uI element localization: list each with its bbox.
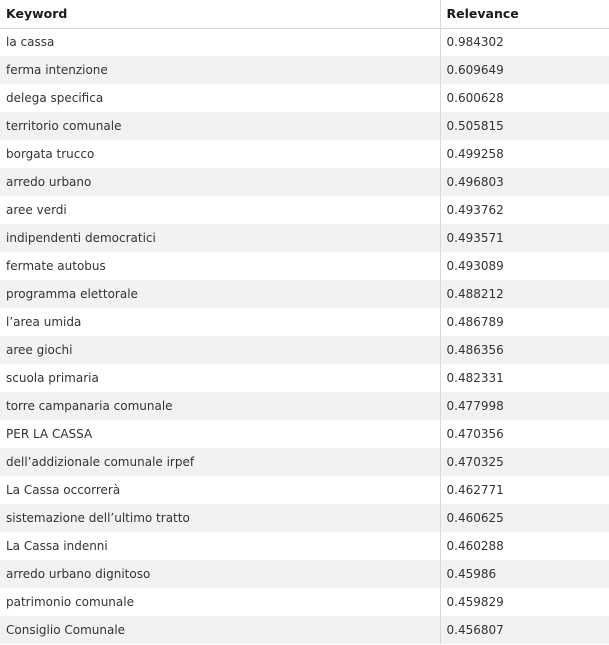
table-row bbox=[0, 504, 609, 532]
column-header-relevance[interactable]: Relevance bbox=[440, 0, 609, 28]
table-row bbox=[0, 560, 609, 588]
keyword-cell: La Cassa indenni bbox=[0, 532, 440, 560]
keyword-cell: PER LA CASSA bbox=[0, 420, 440, 448]
table-header bbox=[0, 0, 609, 28]
keyword-cell: borgata trucco bbox=[0, 140, 440, 168]
keyword-cell: Consiglio Comunale bbox=[0, 616, 440, 644]
relevance-cell: 0.609649 bbox=[440, 56, 609, 84]
relevance-cell: 0.477998 bbox=[440, 392, 609, 420]
table-row bbox=[0, 28, 609, 56]
table-row bbox=[0, 588, 609, 616]
keyword-cell: La Cassa occorrerà bbox=[0, 476, 440, 504]
keyword-cell: scuola primaria bbox=[0, 364, 440, 392]
table-row bbox=[0, 420, 609, 448]
relevance-cell: 0.460625 bbox=[440, 504, 609, 532]
relevance-cell: 0.462771 bbox=[440, 476, 609, 504]
table-row bbox=[0, 308, 609, 336]
relevance-cell: 0.600628 bbox=[440, 84, 609, 112]
relevance-cell: 0.45986 bbox=[440, 560, 609, 588]
relevance-cell: 0.470356 bbox=[440, 420, 609, 448]
relevance-cell: 0.486356 bbox=[440, 336, 609, 364]
relevance-cell: 0.486789 bbox=[440, 308, 609, 336]
table-row bbox=[0, 56, 609, 84]
relevance-cell: 0.488212 bbox=[440, 280, 609, 308]
table-row bbox=[0, 252, 609, 280]
keyword-cell: patrimonio comunale bbox=[0, 588, 440, 616]
table-row bbox=[0, 196, 609, 224]
table-row bbox=[0, 532, 609, 560]
relevance-cell: 0.984302 bbox=[440, 28, 609, 56]
keyword-cell: arredo urbano bbox=[0, 168, 440, 196]
column-header-keyword[interactable]: Keyword bbox=[0, 0, 440, 28]
relevance-cell: 0.470325 bbox=[440, 448, 609, 476]
table-row bbox=[0, 140, 609, 168]
relevance-cell: 0.456807 bbox=[440, 616, 609, 644]
table-row bbox=[0, 168, 609, 196]
table-row bbox=[0, 280, 609, 308]
table-row bbox=[0, 392, 609, 420]
table-row bbox=[0, 112, 609, 140]
relevance-cell: 0.496803 bbox=[440, 168, 609, 196]
table-row bbox=[0, 84, 609, 112]
relevance-cell: 0.460288 bbox=[440, 532, 609, 560]
relevance-cell: 0.493762 bbox=[440, 196, 609, 224]
keyword-cell: aree giochi bbox=[0, 336, 440, 364]
keyword-cell: arredo urbano dignitoso bbox=[0, 560, 440, 588]
relevance-cell: 0.505815 bbox=[440, 112, 609, 140]
relevance-cell: 0.459829 bbox=[440, 588, 609, 616]
table-row bbox=[0, 224, 609, 252]
keyword-cell: la cassa bbox=[0, 28, 440, 56]
table-row bbox=[0, 476, 609, 504]
relevance-cell: 0.482331 bbox=[440, 364, 609, 392]
relevance-cell: 0.493089 bbox=[440, 252, 609, 280]
keyword-cell: indipendenti democratici bbox=[0, 224, 440, 252]
keyword-cell: dell’addizionale comunale irpef bbox=[0, 448, 440, 476]
table-row bbox=[0, 616, 609, 644]
keyword-cell: programma elettorale bbox=[0, 280, 440, 308]
header-row bbox=[0, 0, 609, 28]
table-row bbox=[0, 364, 609, 392]
keyword-cell: l’area umida bbox=[0, 308, 440, 336]
keyword-cell: ferma intenzione bbox=[0, 56, 440, 84]
table-body bbox=[0, 28, 609, 644]
keyword-cell: sistemazione dell’ultimo tratto bbox=[0, 504, 440, 532]
keyword-cell: territorio comunale bbox=[0, 112, 440, 140]
table-row bbox=[0, 448, 609, 476]
keyword-cell: fermate autobus bbox=[0, 252, 440, 280]
table-row bbox=[0, 336, 609, 364]
keyword-cell: delega specifica bbox=[0, 84, 440, 112]
relevance-cell: 0.499258 bbox=[440, 140, 609, 168]
relevance-cell: 0.493571 bbox=[440, 224, 609, 252]
keyword-cell: aree verdi bbox=[0, 196, 440, 224]
keyword-cell: torre campanaria comunale bbox=[0, 392, 440, 420]
